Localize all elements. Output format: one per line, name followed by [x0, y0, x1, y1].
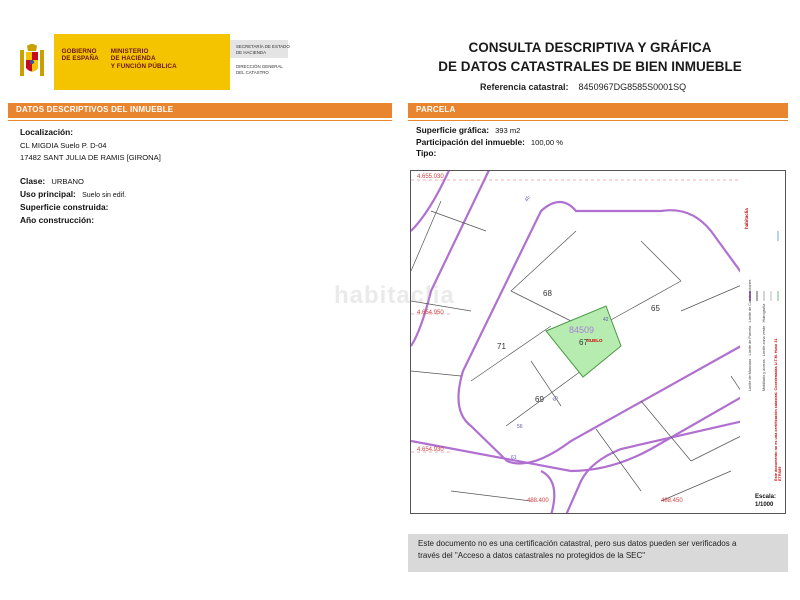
parcel-suelo: SUELO: [587, 338, 603, 343]
lot-number: 69: [535, 395, 544, 404]
government-logo: [10, 34, 288, 90]
class-row: Clase: URBANO: [20, 176, 84, 186]
location-label: Localización:: [20, 127, 74, 137]
disclaimer-notice: Este documento no es una certificación catastral, pero sus datos pueden ser verificados a través del "Acceso a datos catastrales no protegidos de la SEC": [408, 534, 788, 572]
coord-label: 488.400: [527, 498, 549, 504]
coat-of-arms-icon: [10, 34, 54, 90]
coord-label: 488.450: [661, 498, 683, 504]
map-legend: [740, 171, 785, 491]
legend-items: Límite de Manzana · Límite de Parcela · Límite de Construcciones: [748, 279, 752, 391]
page-title: CONSULTA DESCRIPTIVA Y GRÁFICA DE DATOS CATASTRALES DE BIEN INMUEBLE: [438, 40, 742, 74]
cadastral-reference: Referencia catastral: 8450967DG8585S0001SQ: [480, 82, 687, 92]
parcel-number: 67: [579, 338, 588, 347]
street-number: 42: [603, 317, 609, 323]
lot-number: 68: [543, 289, 552, 298]
graphic-area-row: Superficie gráfica: 393 m2: [416, 125, 521, 135]
legend-note: Este documento no es una certificación catastral. Coordenadas U.T.M. Huso 31 ETRS89: [774, 338, 782, 481]
parcel-info: [416, 125, 563, 160]
construction-year-label: Año construcción:: [20, 215, 94, 225]
gov-name: GOBIERNO DE ESPAÑA: [61, 48, 99, 63]
ministry-name: MINISTERIO DE HACIENDA Y FUNCIÓN PÚBLICA: [110, 48, 177, 70]
street-number: 60: [551, 394, 560, 404]
lot-number: 65: [651, 304, 660, 313]
use-row: Uso principal: Suelo sin edif.: [20, 189, 127, 199]
watermark-text: habitaclia: [334, 282, 455, 309]
ministry-banner: [54, 34, 230, 90]
street-number: 56: [517, 424, 523, 430]
lot-number: 71: [497, 342, 506, 351]
built-area-label: Superficie construida:: [20, 202, 109, 212]
map-scale: Escala: 1/1000: [755, 494, 777, 508]
parcel-header: PARCELA: [408, 103, 788, 118]
address-line-2: 17482 SANT JULIA DE RAMIS [GIRONA]: [20, 153, 161, 162]
legend-items: Mobiliario y aceras · Límite zona verde · Hidrografía: [762, 303, 766, 391]
address-line-1: CL MIGDIA Suelo P. D-04: [20, 141, 107, 150]
coord-label: 4.654.930: [417, 447, 444, 453]
coord-label: 4.654.950: [417, 310, 444, 316]
secretary-block: SECRETARÍA DE ESTADO DE HACIENDA DIRECCIÓN GENERAL DEL CATASTRO: [230, 34, 288, 90]
descriptive-data-header: DATOS DESCRIPTIVOS DEL INMUEBLE: [8, 103, 392, 118]
street-number: 61: [511, 455, 517, 461]
cadastral-map: [410, 170, 786, 514]
coord-label: 4.655.030: [417, 174, 444, 180]
descriptive-data: [20, 127, 380, 225]
street-number: 45: [523, 195, 532, 203]
watermark-mark: habitaclia: [744, 208, 749, 229]
participation-row: Participación del inmueble: 100,00 %: [416, 136, 563, 147]
type-row: Tipo:: [416, 148, 437, 158]
parcel-ref-label: 84509: [569, 325, 595, 335]
